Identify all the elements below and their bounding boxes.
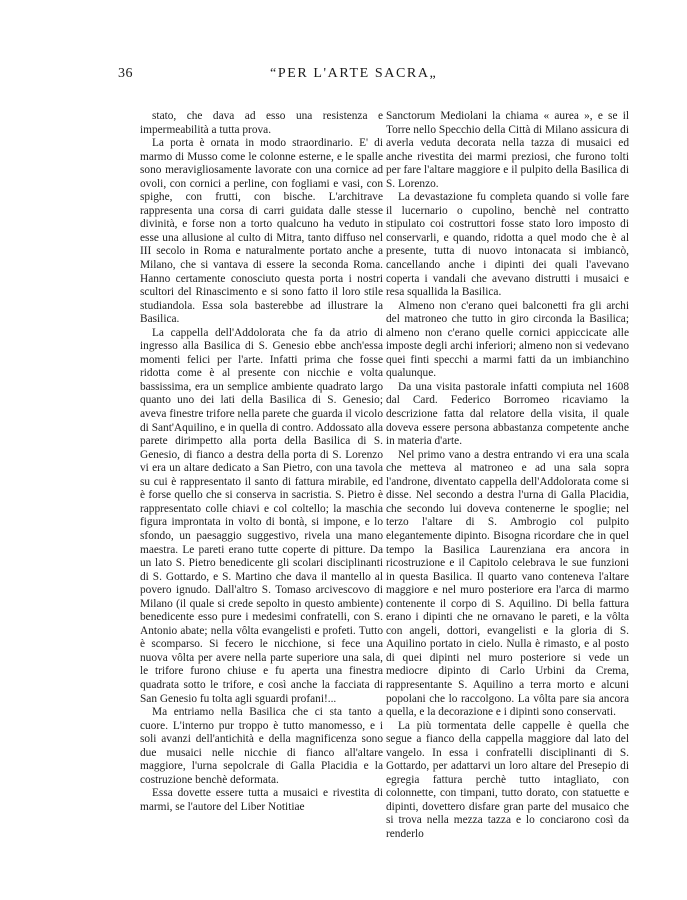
right-column — [386, 110, 629, 842]
right-column-paragraph: La devastazione fu completa quando si volle fare il lucernario o cupolino, benchè nel contratto stipulato coi costruttori fosse stato loro imposto di conservarli, e quando, ridotta a quel modo che è al presente, tutta di nuovo intonacata si imbiancò, cancellando anche i dipinti dei quali l'avevano coperta i vandali che avevano distrutti i musaici e resa squallida la Basilica. — [386, 191, 629, 299]
left-column-paragraph: Essa dovette essere tutta a musaici e rivestita di marmi, se l'autore del Liber Notitiae — [140, 787, 383, 813]
page-header — [118, 66, 626, 86]
right-column-paragraph: Nel primo vano a destra entrando vi era una scala che metteva al matroneo e ad una sala sopra l'androne, diventato cappella dell'Addolorata come si disse. Nel secondo a destra l'urna di Galla Placidia, che secondo lui doveva contenerne le spoglie; nel terzo l'altare di S. Ambrogio col pulpito elegantemente dipinto. Bisogna ricordare che in quel tempo la Basilica Laurenziana era ancora in ricostruzione e il Capitolo celebrava le sue funzioni in questa Basilica. Il quarto vano conteneva l'altare maggiore e nel muro posteriore era l'arca di marmo contenente il corpo di S. Aquilino. Di bella fattura erano i dipinti che ne ornavano le pareti, e la vôlta con angeli, dottori, evangelisti e la gloria di S. Aquilino portato in cielo. Nulla è rimasto, e al posto di quei dipinti nel muro posteriore si vede un mediocre dipinto di Carlo Urbini da Crema, rappresentante S. Aquilino a terra morto e alcuni popolani che lo raccolgono. La vôlta pare sia ancora quella, e la decorazione e i dipinti sono conservati. — [386, 448, 629, 719]
page-number: 36 — [118, 66, 133, 81]
left-column-paragraph: La porta è ornata in modo straordinario. E' di marmo di Musso come le colonne esterne, e le spalle sono meravigliosamente lavorate con una cornice ad ovoli, con cornici a perline, con fogliami e vasi, con spighe, con frutti, con bische. L'architrave rappresenta una corsa di carri guidata dalle stesse divinità, e forse non a torto qualcuno ha veduto in esse una allusione al culto di Mitra, tanto diffuso nel III secolo in Roma e naturalmente portato anche a Milano, che si vantava di essere la seconda Roma. Hanno certamente conosciuto questa porta i nostri scultori del Rinascimento e si sono fatto il loro stile studiandola. Essa sola basterebbe ad illustrare la Basilica. — [140, 137, 383, 326]
right-column-paragraph: Almeno non c'erano quei balconetti fra gli archi del matroneo che tutto in giro circonda la Basilica; almeno non c'erano quelle cornici appiccicate alle imposte degli archi inferiori; almeno non si vedevano quei finti specchi a marmi fatti da un imbianchino qualunque. — [386, 299, 629, 380]
left-column-paragraph: Ma entriamo nella Basilica che ci sta tanto a cuore. L'interno pur troppo è tutto manomesso, e i soli avanzi dell'antichità e della magnificenza sono due musaici nelle nicchie di fianco all'altare maggiore, l'urna sepolcrale di Galla Placidia e la costruzione benchè deformata. — [140, 706, 383, 786]
right-column-paragraph: La più tormentata delle cappelle è quella che segue a fianco della cappella maggiore dal lato del vangelo. In essa i confratelli disciplinanti di S. Gottardo, per adattarvi un loro altare del Presepio di egregia fattura perchè tutto intagliato, con colonnette, con timpani, tutto dorato, con statuette e dipinti, dovettero disfare gran parte del musaico che si trova nella mezza tazza e lo conciarono così da renderlo — [386, 719, 629, 840]
left-column-paragraph: La cappella dell'Addolorata che fa da atrio di ingresso alla Basilica di S. Genesio ebbe anch'essa momenti felici per l'arte. Infatti prima che fosse ridotta come è al presente con nicchie e volta bassissima, era un semplice ambiente quadrato largo quanto uno dei lati della Basilica di S. Genesio; aveva finestre trifore nella parete che guarda il vicolo di Sant'Aquilino, e in quella di contro. Addossato alla parete dirimpetto alla porta della Basilica di S. Genesio, di fianco a destra della porta di S. Lorenzo vi era un altare dedicato a San Pietro, con una tavola su cui è rappresentato il santo di fattura mirabile, ed è forse quello che si conserva in sacristia. S. Pietro è rappresentato colle chiavi e col coltello; la maschia figura improntata in volto di bontà, si impone, e lo sfondo, un paesaggio suggestivo, rivela una mano maestra. Le pareti erano tutte coperte di pitture. Da un lato S. Pietro benedicente gli scolari disciplinanti di S. Gottardo, e S. Martino che dava il mantello al povero ignudo. Dall'altro S. Tomaso arcivescovo di Milano (il quale si crede sepolto in questo ambiente) benedicente esso pure i medesimi confratelli, con S. Antonio abate; nella vôlta evangelisti e profeti. Tutto è scomparso. Si fecero le nicchione, si fece una nuova vôlta per avere nella parte superiore una sala, le trifore furono chiuse e fu aperta una finestra quadrata sotto le trifore, e così anche la facciata di San Genesio fu tolta agli sguardi profani!... — [140, 326, 383, 705]
left-column — [140, 110, 383, 814]
running-title: “PER L'ARTE SACRA„ — [270, 66, 438, 81]
left-column-paragraph: stato, che dava ad esso una resistenza e impermeabilità a tutta prova. — [140, 110, 383, 136]
right-column-paragraph: Da una visita pastorale infatti compiuta nel 1608 dal Card. Federico Borromeo ricaviamo la descrizione fatta dal relatore della visita, il quale doveva essere persona abbastanza competente anche in materia d'arte. — [386, 380, 629, 448]
right-column-paragraph: Sanctorum Mediolani la chiama « aurea », e se il Torre nello Specchio della Città di Milano assicura di averla veduta decorata nella tazza di musaici ed anche rivestita dei marmi preziosi, che furono tolti per fare l'altare maggiore e il pulpito della Basilica di S. Lorenzo. — [386, 110, 629, 190]
